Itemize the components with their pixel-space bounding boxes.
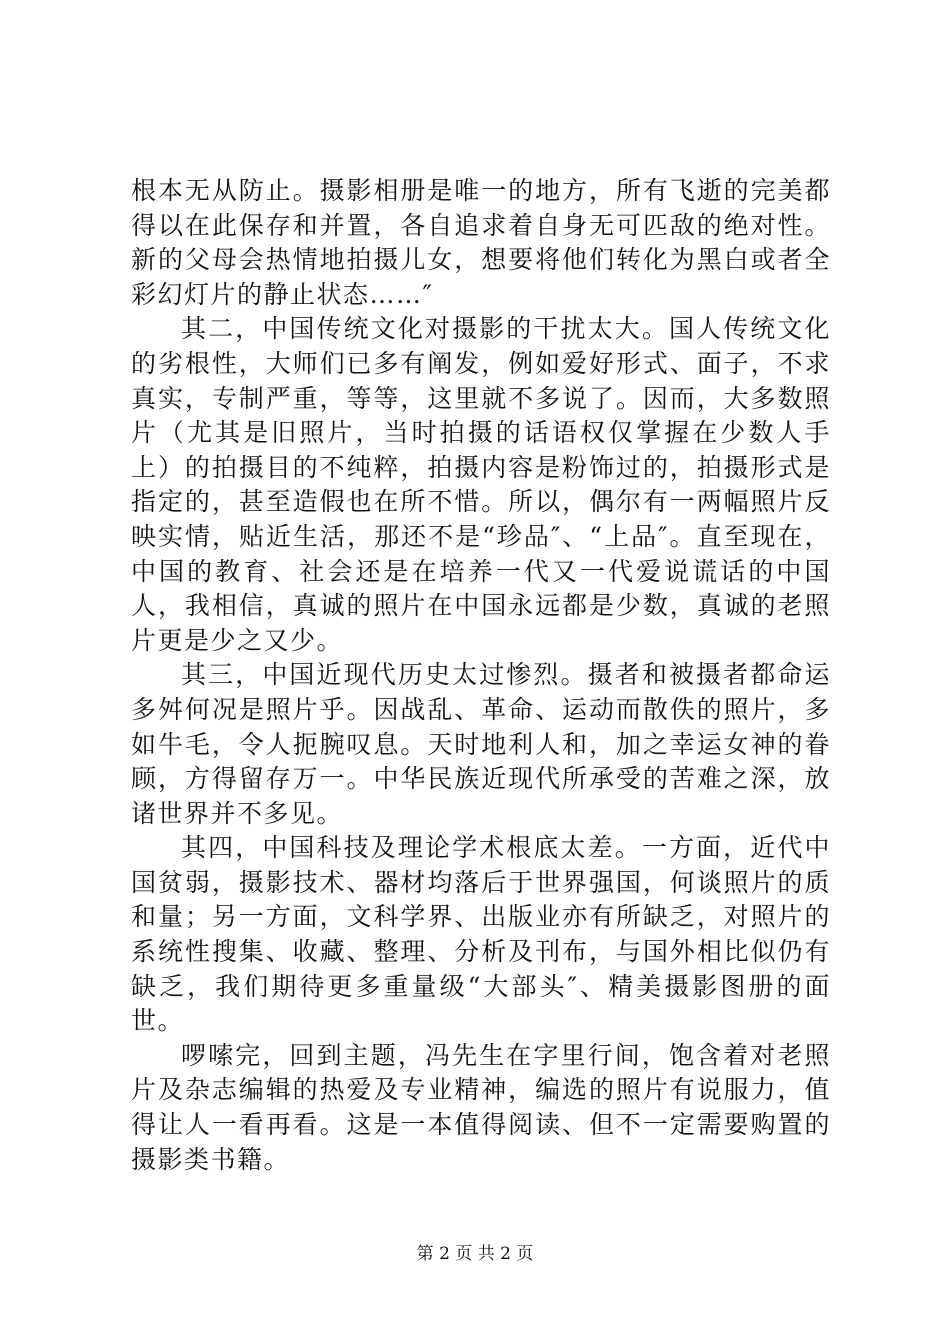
page-number-footer: 第 2 页 共 2 页 [416,1244,534,1264]
paragraph-3: 其三，中国近现代历史太过惨烈。摄者和被摄者都命运多舛何况是照片乎。因战乱、革命、运动而散佚的照片，多如牛毛，令人扼腕叹息。天时地利人和，加之幸运女神的眷顾，方得留存万一。中华民族近现代所承受的苦难之深，放诸世界并不多见。 [131,660,831,828]
paragraph-2: 其二，中国传统文化对摄影的干扰太大。国人传统文化的劣根性，大师们已多有阐发，例如爱好形式、面子，不求真实，专制严重，等等，这里就不多说了。因而，大多数照片（尤其是旧照片，当时拍摄的话语权仅掌握在少数人手上）的拍摄目的不纯粹，拍摄内容是粉饰过的，拍摄形式是指定的，甚至造假也在所不惜。所以，偶尔有一两幅照片反映实情，贴近生活，那还不是“珍品″、“上品″。直至现在，中国的教育、社会还是在培养一代又一代爱说谎话的中国人，我相信，真诚的照片在中国永远都是少数，真诚的老照片更是少之又少。 [131,314,831,655]
paragraph-1: 根本无从防止。摄影相册是唯一的地方，所有飞逝的完美都得以在此保存和并置，各自追求着自身无可匹敌的绝对性。新的父母会热情地拍摄儿女，想要将他们转化为黑白或者全彩幻灯片的静止状态……″ [131,176,831,309]
paragraph-4: 其四，中国科技及理论学术根底太差。一方面，近代中国贫弱，摄影技术、器材均落后于世界强国，何谈照片的质和量；另一方面，文科学界、出版业亦有所缺乏，对照片的系统性搜集、收藏、整理、分析及刊布，与国外相比似仍有缺乏，我们期待更多重量级“大部头″、精美摄影图册的面世。 [131,833,831,1036]
paragraph-5: 啰嗦完，回到主题，冯先生在字里行间，饱含着对老照片及杂志编辑的热爱及专业精神，编选的照片有说服力，值得让人一看再看。这是一本值得阅读、但不一定需要购置的摄影类书籍。 [131,1040,831,1174]
document-body [131,174,831,1177]
